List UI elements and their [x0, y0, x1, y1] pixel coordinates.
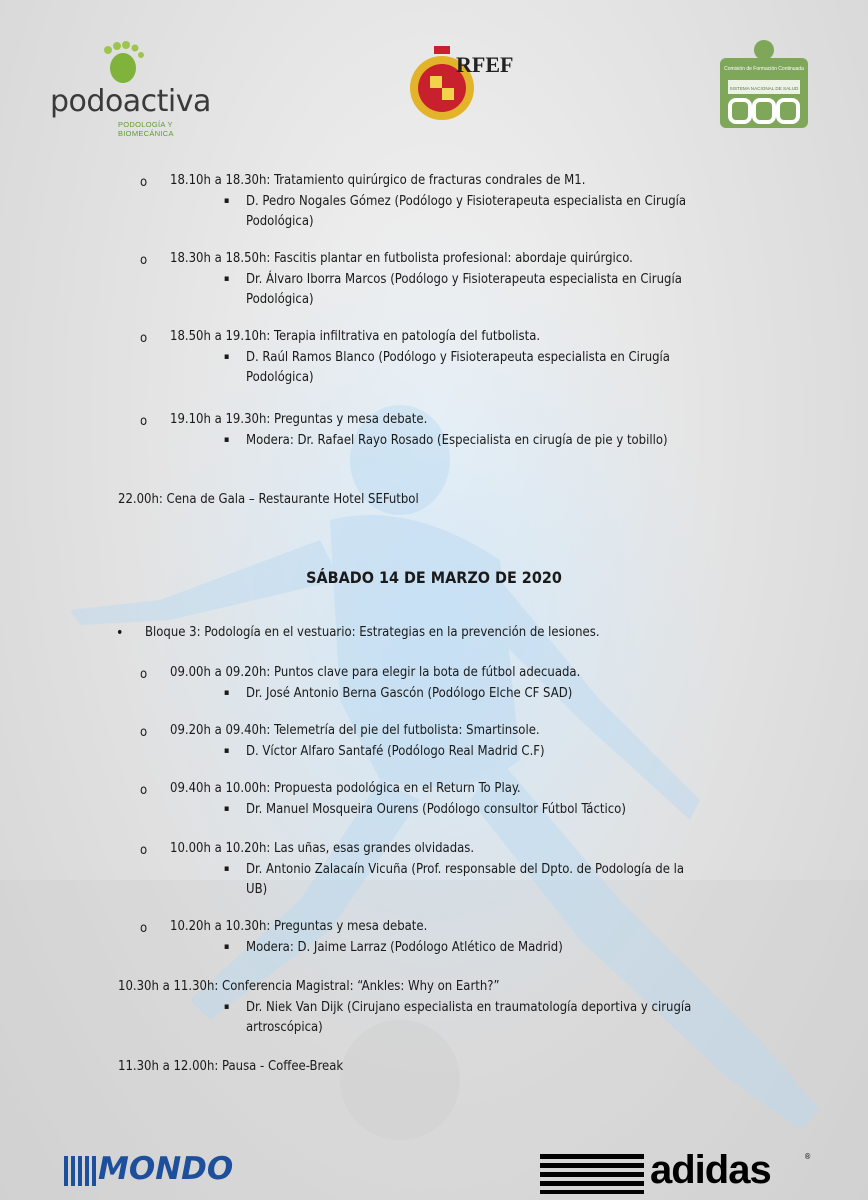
cfc-emblem-icon [716, 38, 812, 130]
square-bullet: ▪ [224, 804, 230, 814]
mondo-text: MONDO [98, 1151, 234, 1187]
circle-bullet: o [140, 414, 148, 429]
session-title: 18.30h a 18.50h: Fascitis plantar en futbolista profesional: abordaje quirúrgico. [170, 251, 633, 266]
keynote-title: 10.30h a 11.30h: Conferencia Magistral: “Ankles: Why on Earth?” [118, 979, 500, 994]
speaker-line-cont: Podológica) [246, 370, 314, 385]
foot-icon [100, 40, 146, 86]
speaker-line-cont: Podológica) [246, 214, 314, 229]
podoactiva-logo [48, 40, 211, 138]
keynote-speaker-cont: artroscópica) [246, 1020, 323, 1035]
session-title: 18.50h a 19.10h: Terapia infiltrativa en patología del futbolista. [170, 329, 541, 344]
session-title: 10.00h a 10.20h: Las uñas, esas grandes olvidadas. [170, 841, 475, 856]
session-title: 09.00h a 09.20h: Puntos clave para elegir la bota de fútbol adecuada. [170, 665, 581, 680]
speaker-line-cont: UB) [246, 882, 268, 897]
circle-bullet: o [140, 843, 148, 858]
speaker-line: Dr. Álvaro Iborra Marcos (Podólogo y Fisioterapeuta especialista en Cirugía [246, 272, 682, 287]
square-bullet: ▪ [224, 274, 230, 284]
podoactiva-subtitle: PODOLOGÍA Y BIOMECÁNICA [118, 120, 174, 138]
adidas-stripes-icon [540, 1154, 644, 1194]
circle-bullet: o [140, 921, 148, 936]
speaker-line: Dr. José Antonio Berna Gascón (Podólogo Elche CF SAD) [246, 686, 573, 701]
speaker-line: Modera: D. Jaime Larraz (Podólogo Atlético de Madrid) [246, 940, 563, 955]
circle-bullet: o [140, 725, 148, 740]
circle-bullet: o [140, 331, 148, 346]
registered-mark: ® [804, 1152, 812, 1161]
cfc-logo [716, 38, 812, 130]
session-title: 09.40h a 10.00h: Propuesta podológica en el Return To Play. [170, 781, 521, 796]
adidas-text: adidas [650, 1148, 771, 1192]
square-bullet: ▪ [224, 746, 230, 756]
speaker-line: Dr. Antonio Zalacaín Vicuña (Prof. responsable del Dpto. de Podología de la [246, 862, 685, 877]
speaker-line: D. Víctor Alfaro Santafé (Podólogo Real Madrid C.F) [246, 744, 545, 759]
speaker-line-cont: Podológica) [246, 292, 314, 307]
speaker-line: D. Raúl Ramos Blanco (Podólogo y Fisioterapeuta especialista en Cirugía [246, 350, 670, 365]
square-bullet: ▪ [224, 688, 230, 698]
adidas-logo [540, 1148, 830, 1194]
podoactiva-name: podoactiva [50, 84, 211, 119]
rfef-emblem-icon [400, 38, 514, 130]
square-bullet: ▪ [224, 435, 230, 445]
square-bullet: ▪ [224, 352, 230, 362]
circle-bullet: o [140, 783, 148, 798]
square-bullet: ▪ [224, 942, 230, 952]
square-bullet: ▪ [224, 1002, 230, 1012]
speaker-line: D. Pedro Nogales Gómez (Podólogo y Fisioterapeuta especialista en Cirugía [246, 194, 687, 209]
session-title: 18.10h a 18.30h: Tratamiento quirúrgico de fracturas condrales de M1. [170, 173, 586, 188]
circle-bullet: o [140, 253, 148, 268]
circle-bullet: o [140, 175, 148, 190]
session-title: 09.20h a 09.40h: Telemetría del pie del futbolista: Smartinsole. [170, 723, 540, 738]
rfef-text: RFEF [456, 52, 514, 77]
square-bullet: ▪ [224, 864, 230, 874]
saturday-heading: SÁBADO 14 DE MARZO DE 2020 [306, 568, 562, 587]
dot-bullet: • [116, 625, 124, 641]
speaker-line: Dr. Manuel Mosqueira Ourens (Podólogo consultor Fútbol Táctico) [246, 802, 626, 817]
gala-dinner: 22.00h: Cena de Gala – Restaurante Hotel SEFutbol [118, 492, 419, 507]
mondo-stripes-icon [64, 1154, 96, 1188]
session-title: 19.10h a 19.30h: Preguntas y mesa debate. [170, 412, 428, 427]
cfc-top-text: Comisión de Formación Continuada [724, 66, 804, 72]
cfc-bottom-text: SISTEMA NACIONAL DE SALUD [729, 86, 799, 91]
circle-bullet: o [140, 667, 148, 682]
speaker-line: Modera: Dr. Rafael Rayo Rosado (Especialista en cirugía de pie y tobillo) [246, 433, 668, 448]
block-title: Bloque 3: Podología en el vestuario: Estrategias en la prevención de lesiones. [145, 625, 600, 640]
square-bullet: ▪ [224, 196, 230, 206]
session-title: 10.20h a 10.30h: Preguntas y mesa debate. [170, 919, 428, 934]
rfef-logo [400, 38, 514, 130]
coffee-break: 11.30h a 12.00h: Pausa - Coffee-Break [118, 1059, 344, 1074]
keynote-speaker: Dr. Niek Van Dijk (Cirujano especialista en traumatología deportiva y cirugía [246, 1000, 692, 1015]
